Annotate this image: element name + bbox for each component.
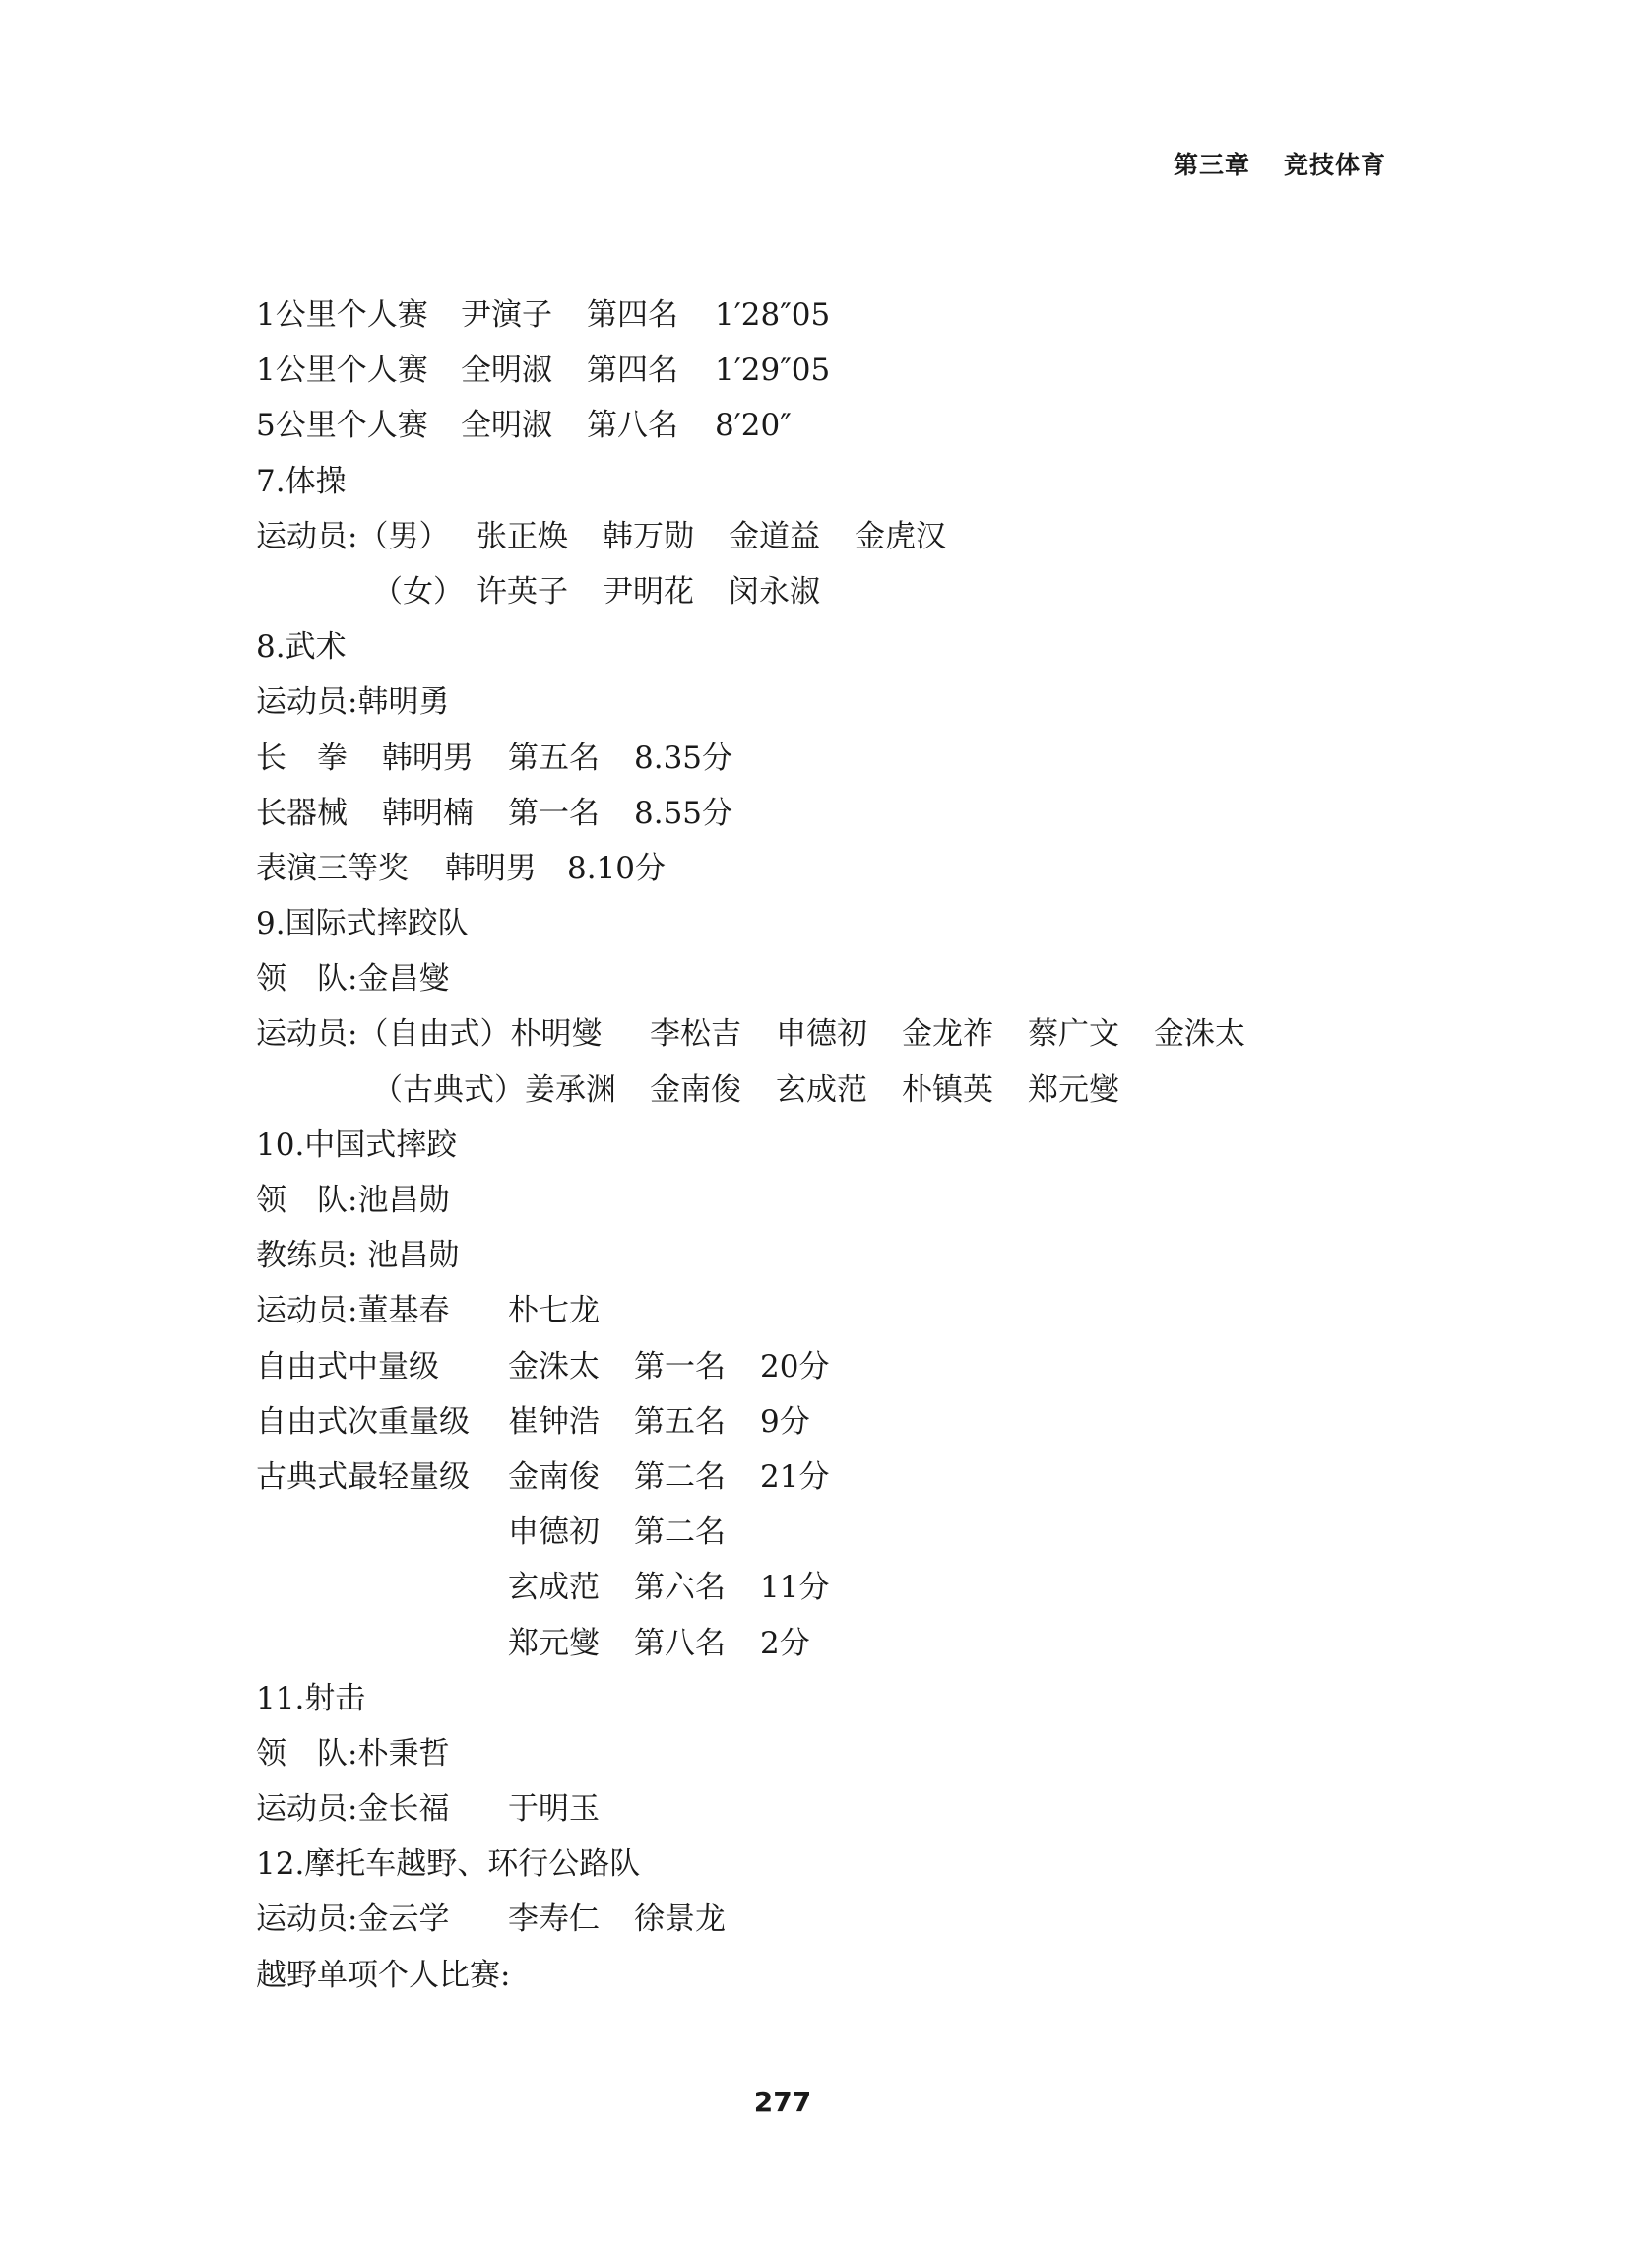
roster-text: 领 队:池昌勋 — [256, 1183, 450, 1218]
roster-line — [256, 1726, 1388, 1781]
roster-label: （女） — [372, 573, 464, 610]
section-heading — [256, 619, 1388, 675]
result-line — [256, 343, 1388, 398]
ranking: 第一名 — [508, 795, 600, 831]
result-value: 2分 — [760, 1625, 810, 1661]
ranking: 第一名 — [634, 1348, 726, 1385]
athlete-name: 全明淑 — [461, 353, 552, 389]
roster-label: （古典式）姜承渊 — [372, 1071, 616, 1108]
ranking: 第六名 — [634, 1570, 726, 1606]
athlete-name: 崔钟浩 — [508, 1403, 600, 1440]
result-value: 21分 — [760, 1458, 830, 1495]
athlete-name: 韩明男 — [445, 850, 537, 886]
athlete-name: 申德初 — [508, 1515, 600, 1551]
roster-label: 运动员:（男） — [256, 518, 450, 554]
section-title: 7.体操 — [256, 463, 347, 499]
result-value: 1′29″05 — [715, 353, 831, 389]
athlete-name: 韩明楠 — [382, 795, 474, 831]
ranking: 第二名 — [634, 1458, 726, 1495]
chapter-title: 竞技体育 — [1283, 151, 1386, 179]
section-heading — [256, 1118, 1388, 1173]
ranking: 第八名 — [587, 408, 678, 444]
roster-label: 运动员:金长福 — [256, 1791, 450, 1828]
result-line — [256, 1505, 1388, 1560]
athlete-name: 朴七龙 — [508, 1293, 600, 1329]
athlete-name: 尹演子 — [461, 297, 552, 333]
athlete-name: 闵永淑 — [729, 573, 820, 610]
athlete-name: 郑元燮 — [1028, 1071, 1119, 1108]
ranking: 第五名 — [508, 740, 600, 776]
roster-line — [256, 1063, 1388, 1118]
result-value: 1′28″05 — [715, 297, 831, 333]
result-value: 8.55分 — [634, 795, 733, 831]
ranking: 第八名 — [634, 1625, 726, 1661]
event-name: 长器械 — [256, 795, 348, 831]
roster-line — [256, 1006, 1388, 1062]
athlete-name: 李松吉 — [650, 1016, 741, 1053]
roster-label: 运动员:金云学 — [256, 1902, 450, 1938]
event-name: 1公里个人赛 — [256, 353, 428, 389]
athlete-name: 金洙太 — [1154, 1016, 1245, 1053]
athlete-name: 蔡广文 — [1028, 1016, 1119, 1053]
result-value: 9分 — [760, 1403, 810, 1440]
roster-text: 领 队:金昌燮 — [256, 961, 450, 998]
result-line — [256, 731, 1388, 786]
ranking: 第四名 — [587, 297, 678, 333]
roster-label: 运动员:（自由式）朴明燮 — [256, 1016, 603, 1053]
result-line — [256, 1394, 1388, 1450]
ranking: 第四名 — [587, 353, 678, 389]
roster-line — [256, 1283, 1388, 1338]
roster-line — [256, 1228, 1388, 1283]
athlete-name: 金道益 — [729, 518, 820, 554]
section-title: 12.摩托车越野、环行公路队 — [256, 1846, 641, 1883]
section-title: 8.武术 — [256, 629, 347, 666]
event-name: 5公里个人赛 — [256, 408, 428, 444]
roster-text: 教练员: 池昌勋 — [256, 1238, 460, 1274]
roster-line — [256, 675, 1388, 730]
roster-line — [256, 1781, 1388, 1837]
result-line — [256, 398, 1388, 453]
athlete-name: 全明淑 — [461, 408, 552, 444]
athlete-name: 韩万勋 — [603, 518, 694, 554]
athlete-name: 郑元燮 — [508, 1625, 600, 1661]
roster-line — [256, 509, 1388, 564]
result-value: 8′20″ — [715, 408, 792, 444]
page-number: 277 — [753, 2086, 812, 2118]
result-line — [256, 1560, 1388, 1615]
section-title: 9.国际式摔跤队 — [256, 906, 469, 942]
roster-text: 运动员:韩明勇 — [256, 684, 450, 721]
athlete-name: 张正焕 — [477, 518, 568, 554]
result-line — [256, 1450, 1388, 1505]
running-header — [1174, 146, 1386, 181]
athlete-name: 许英子 — [477, 573, 568, 610]
section-heading — [256, 896, 1388, 951]
result-value: 8.10分 — [567, 850, 667, 886]
event-name: 表演三等奖 — [256, 850, 409, 886]
ranking: 第五名 — [634, 1403, 726, 1440]
section-heading — [256, 1671, 1388, 1726]
athlete-name: 金洙太 — [508, 1348, 600, 1385]
result-value: 20分 — [760, 1348, 830, 1385]
result-value: 8.35分 — [634, 740, 733, 776]
result-line — [256, 1616, 1388, 1671]
chapter-label: 第三章 — [1173, 151, 1250, 179]
result-line — [256, 1339, 1388, 1394]
page-body — [256, 288, 1388, 2003]
event-name: 长 拳 — [256, 740, 348, 776]
athlete-name: 韩明男 — [382, 740, 474, 776]
event-name: 自由式次重量级 — [256, 1403, 470, 1440]
athlete-name: 玄成范 — [776, 1071, 867, 1108]
section-title: 11.射击 — [256, 1680, 366, 1716]
result-line — [256, 288, 1388, 343]
ranking: 第二名 — [634, 1515, 726, 1551]
athlete-name: 金南俊 — [508, 1458, 600, 1495]
result-line — [256, 841, 1388, 896]
athlete-name: 金龙祚 — [902, 1016, 993, 1053]
roster-line — [256, 564, 1388, 619]
athlete-name: 李寿仁 — [508, 1902, 600, 1938]
roster-label: 运动员:董基春 — [256, 1293, 450, 1329]
athlete-name: 金虎汉 — [855, 518, 946, 554]
event-name: 1公里个人赛 — [256, 297, 428, 333]
section-heading — [256, 454, 1388, 509]
roster-line — [256, 1173, 1388, 1228]
subsection-title: 越野单项个人比赛: — [256, 1957, 511, 1993]
result-line — [256, 786, 1388, 841]
athlete-name: 金南俊 — [650, 1071, 741, 1108]
section-heading — [256, 1837, 1388, 1892]
roster-line — [256, 951, 1388, 1006]
athlete-name: 朴镇英 — [902, 1071, 993, 1108]
athlete-name: 于明玉 — [508, 1791, 600, 1828]
event-name: 古典式最轻量级 — [256, 1458, 470, 1495]
roster-line — [256, 1948, 1388, 2003]
event-name: 自由式中量级 — [256, 1348, 439, 1385]
athlete-name: 申德初 — [776, 1016, 867, 1053]
roster-text: 领 队:朴秉哲 — [256, 1735, 450, 1772]
athlete-name: 玄成范 — [508, 1570, 600, 1606]
roster-line — [256, 1892, 1388, 1947]
result-value: 11分 — [760, 1570, 830, 1606]
athlete-name: 尹明花 — [603, 573, 694, 610]
athlete-name: 徐景龙 — [634, 1902, 726, 1938]
section-title: 10.中国式摔跤 — [256, 1127, 458, 1163]
